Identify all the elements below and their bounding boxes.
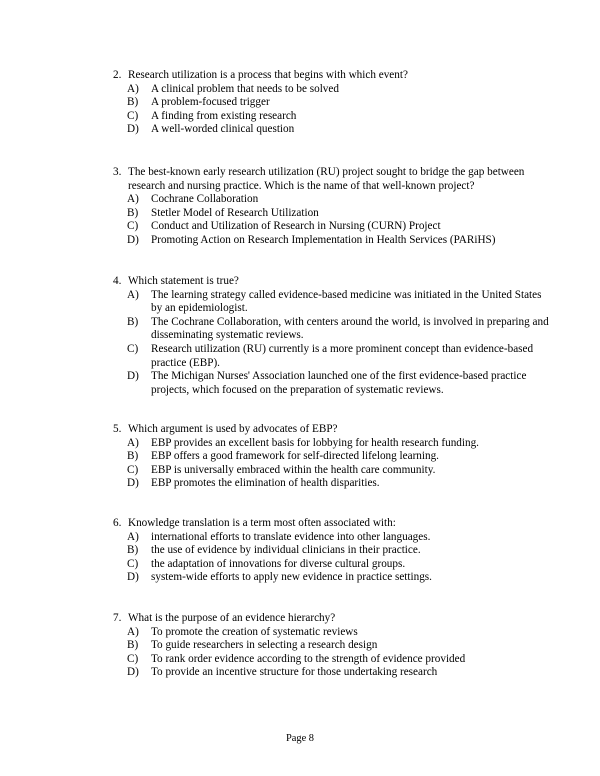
option-text: A finding from existing research xyxy=(151,109,297,122)
question-number: 2. xyxy=(113,69,122,81)
option-c xyxy=(113,220,553,234)
question-4 xyxy=(113,275,553,397)
question-text: Which argument is used by advocates of EBP? xyxy=(128,423,338,435)
option-c xyxy=(113,464,553,478)
option-text: The learning strategy called evidence-based medicine was initiated in the United States by an epidemiologist. xyxy=(151,288,542,315)
question-text: The best-known early research utilization (RU) project sought to bridge the gap between research and nursing practice. Which is the name of that well-known project? xyxy=(128,166,525,192)
option-b xyxy=(113,639,553,653)
option-label: A) xyxy=(127,288,139,301)
option-label: A) xyxy=(127,625,139,638)
option-text: To provide an incentive structure for those undertaking research xyxy=(151,666,438,679)
option-label: B) xyxy=(127,450,139,463)
option-text: To rank order evidence according to the strength of evidence provided xyxy=(151,652,466,665)
option-label: D) xyxy=(127,370,139,383)
question-number: 3. xyxy=(113,166,122,178)
option-b xyxy=(113,450,553,464)
option-a xyxy=(113,626,553,640)
page-number-footer: Page 8 xyxy=(286,733,314,744)
option-label: C) xyxy=(127,220,139,233)
option-text: A problem-focused trigger xyxy=(151,96,270,109)
option-label: A) xyxy=(127,530,139,543)
option-label: B) xyxy=(127,639,139,652)
question-number: 6. xyxy=(113,517,122,529)
option-label: C) xyxy=(127,463,139,476)
option-label: D) xyxy=(127,477,139,490)
option-label: C) xyxy=(127,557,139,570)
option-b xyxy=(113,207,553,221)
option-text: the adaptation of innovations for diverse cultural groups. xyxy=(151,557,406,570)
question-stem xyxy=(113,166,553,193)
option-list xyxy=(113,193,553,247)
option-d xyxy=(113,123,553,137)
option-text: To guide researchers in selecting a research design xyxy=(151,639,378,652)
option-d xyxy=(113,571,553,585)
question-2 xyxy=(113,69,553,137)
option-label: C) xyxy=(127,342,139,355)
question-number: 4. xyxy=(113,275,122,287)
option-text: EBP offers a good framework for self-directed lifelong learning. xyxy=(151,450,439,463)
option-text: the use of evidence by individual clinicians in their practice. xyxy=(151,544,421,557)
question-text: Research utilization is a process that begins with which event? xyxy=(128,69,408,81)
option-label: B) xyxy=(127,96,139,109)
option-text: A well-worded clinical question xyxy=(151,123,295,136)
option-text: A clinical problem that needs to be solved xyxy=(151,82,339,95)
option-a xyxy=(113,83,553,97)
option-b xyxy=(113,544,553,558)
question-7 xyxy=(113,612,553,680)
question-5 xyxy=(113,423,553,491)
question-stem xyxy=(113,612,553,626)
option-label: B) xyxy=(127,206,139,219)
option-text: To promote the creation of systematic reviews xyxy=(151,625,358,638)
option-list xyxy=(113,289,553,398)
option-a xyxy=(113,193,553,207)
option-label: A) xyxy=(127,436,139,449)
option-d xyxy=(113,370,553,397)
question-text: Which statement is true? xyxy=(128,275,239,287)
option-label: C) xyxy=(127,109,139,122)
question-stem xyxy=(113,517,553,531)
option-d xyxy=(113,234,553,248)
option-list xyxy=(113,626,553,680)
option-a xyxy=(113,437,553,451)
option-label: D) xyxy=(127,571,139,584)
question-text: Knowledge translation is a term most often associated with: xyxy=(128,517,396,529)
option-text: Promoting Action on Research Implementation in Health Services (PARiHS) xyxy=(151,233,496,246)
option-label: A) xyxy=(127,82,139,95)
option-label: A) xyxy=(127,193,139,206)
question-6 xyxy=(113,517,553,585)
option-c xyxy=(113,558,553,572)
option-c xyxy=(113,110,553,124)
option-text: Cochrane Collaboration xyxy=(151,193,259,206)
option-text: system-wide efforts to apply new evidence in practice settings. xyxy=(151,571,432,584)
question-stem xyxy=(113,275,553,289)
question-stem xyxy=(113,69,553,83)
option-label: D) xyxy=(127,233,139,246)
question-stem xyxy=(113,423,553,437)
option-text: Research utilization (RU) currently is a more prominent concept than evidence-based practice (EBP). xyxy=(151,342,534,369)
option-text: international efforts to translate evidence into other languages. xyxy=(151,530,431,543)
option-c xyxy=(113,343,553,370)
option-list xyxy=(113,437,553,491)
option-text: EBP provides an excellent basis for lobbying for health research funding. xyxy=(151,436,479,449)
option-text: EBP is universally embraced within the health care community. xyxy=(151,463,436,476)
question-3 xyxy=(113,166,553,248)
question-text: What is the purpose of an evidence hierarchy? xyxy=(128,612,336,624)
option-label: B) xyxy=(127,544,139,557)
option-d xyxy=(113,477,553,491)
question-number: 5. xyxy=(113,423,122,435)
option-text: The Cochrane Collaboration, with centers around the world, is involved in preparing and disseminating systematic reviews. xyxy=(151,315,549,342)
option-c xyxy=(113,653,553,667)
option-text: The Michigan Nurses' Association launched one of the first evidence-based practice projects, which focused on the preparation of systematic reviews. xyxy=(151,370,527,396)
option-d xyxy=(113,666,553,680)
option-text: Conduct and Utilization of Research in Nursing (CURN) Project xyxy=(151,220,441,233)
option-a xyxy=(113,531,553,545)
question-number: 7. xyxy=(113,612,122,624)
option-b xyxy=(113,96,553,110)
option-list xyxy=(113,83,553,137)
option-text: EBP promotes the elimination of health disparities. xyxy=(151,477,380,490)
option-a xyxy=(113,289,553,316)
option-label: D) xyxy=(127,666,139,679)
option-label: C) xyxy=(127,652,139,665)
option-label: B) xyxy=(127,315,139,328)
option-label: D) xyxy=(127,123,139,136)
option-text: Stetler Model of Research Utilization xyxy=(151,206,319,219)
option-b xyxy=(113,316,553,343)
option-list xyxy=(113,531,553,585)
